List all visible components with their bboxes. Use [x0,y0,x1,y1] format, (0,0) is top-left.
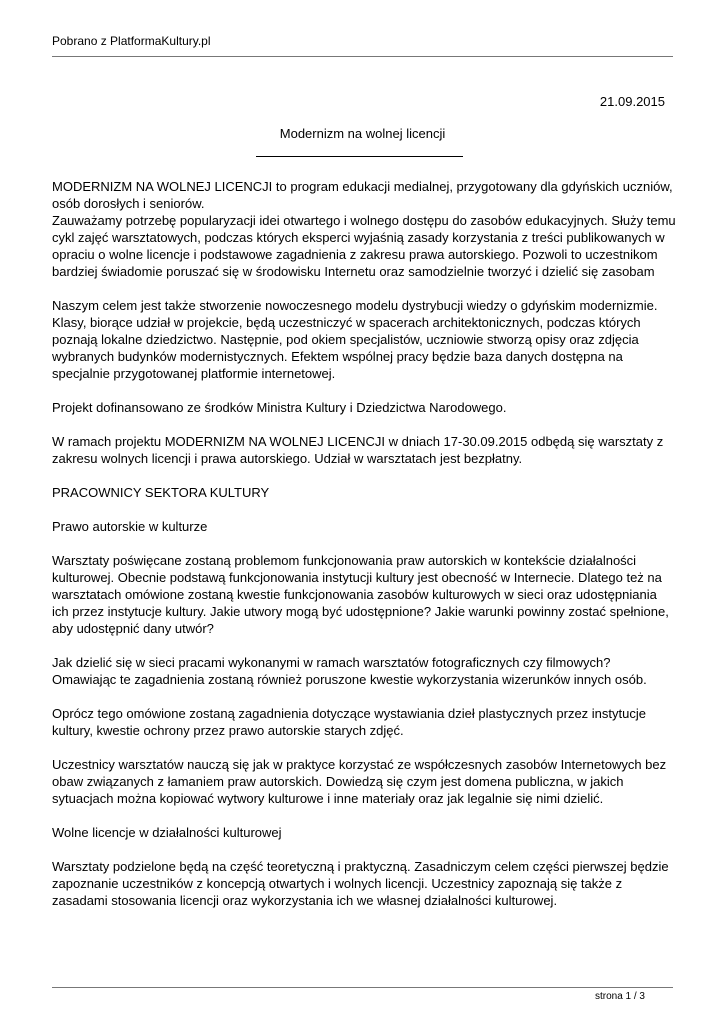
paragraph-funding: Projekt dofinansowano ze środków Ministra Kultury i Dziedzictwa Narodowego. [52,400,507,415]
paragraph-participants: Uczestnicy warsztatów nauczą się jak w praktyce korzystać ze współczesnych zasobów Internetowych bez obaw związanych z łamaniem praw autorskich. Dowiedzą się czym jest domena publiczna, w jakich sytuacjach można kopiować wytwory kulturowe i inne materiały oraz jak legalnie się nimi dzielić. [52,757,667,806]
paragraph-sharing: Jak dzielić się w sieci pracami wykonanymi w ramach warsztatów fotograficznych czy filmowych? Omawiając te zagadnienia zostaną również poruszone kwestie wykorzystania wizerunków innych osób. [52,655,647,687]
title-underline [256,156,463,157]
paragraph-exhibitions: Oprócz tego omówione zostaną zagadnienia dotyczące wystawiania dzieł plastycznych przez instytucje kultury, kwestie ochrony przez prawo autorskie starych zdjęć. [52,706,646,738]
document-date: 21.09.2015 [599,94,665,109]
paragraph-workshops: W ramach projektu MODERNIZM NA WOLNEJ LICENCJI w dniach 17-30.09.2015 odbędą się warsztaty z zakresu wolnych licencji i prawa autorskiego. Udział w warsztatach jest bezpłatny. [52,434,664,466]
paragraph-workshop-parts: Warsztaty podzielone będą na część teoretyczną i praktyczną. Zasadniczym celem części pierwszej będzie zapoznanie uczestników z koncepcją otwartych i wolnych licencji. Uczestnicy zapoznają się także z zasadami stosowania licencji oraz wykorzystania ich we własnej działalności kulturowej. [52,859,669,908]
document-title: Modernizm na wolnej licencji [279,126,446,141]
document-body [52,178,677,926]
subheading-free-licenses: Wolne licencje w działalności kulturowej [52,825,282,840]
page-number: strona 1 / 3 [594,991,645,1002]
page-header-source: Pobrano z PlatformaKultury.pl [52,34,211,48]
paragraph-intro: MODERNIZM NA WOLNEJ LICENCJI to program edukacji medialnej, przygotowany dla gdyńskich uczniów, osób dorosłych i seniorów. [52,179,673,211]
section-heading-culture-workers: PRACOWNICY SEKTORA KULTURY [52,485,270,500]
paragraph-copyright-problems: Warsztaty poświęcane zostaną problemom funkcjonowania praw autorskich w kontekście działalności kulturowej. Obecnie podstawą funkcjonowania instytucji kultury jest obecność w Internecie. Dlatego też na warsztatach omówione zostaną kwestie funkcjonowania zasobów kulturowych w sieci oraz udostępniania ich przez instytucje kultury. Jakie utwory mogą być udostępnione? Jakie warunki powinny zostać spełnione, aby udostępnić dany utwór? [52,553,669,636]
paragraph-goal: Naszym celem jest także stworzenie nowoczesnego modelu dystrybucji wiedzy o gdyńskim modernizmie. Klasy, biorące udział w projekcie, będą uczestniczyć w spacerach architektonicznych, podczas których poznają lokalne dziedzictwo. Następnie, pod okiem specjalistów, uczniowie stworzą opisy oraz zdjęcia wybranych budynków modernistycznych. Efektem wspólnej pracy będzie baza danych dostępna na specjalnie przygotowanej platformie internetowej. [52,298,658,381]
header-divider [52,56,673,57]
footer-divider [52,987,673,988]
subheading-copyright: Prawo autorskie w kulturze [52,519,208,534]
paragraph-purpose: Zauważamy potrzebę popularyzacji idei otwartego i wolnego dostępu do zasobów edukacyjnych. Służy temu cykl zajęć warsztatowych, podczas których eksperci wyjaśnią zasady korzystania z treści publikowanych w opraciu o wolne licencje i podstawowe zagadnienia z zakresu prawa autorskiego. Pozwoli to uczestnikom bardziej świadomie poruszać się w środowisku Internetu oraz samodzielnie tworzyć i dzielić się zasobam [52,213,676,279]
